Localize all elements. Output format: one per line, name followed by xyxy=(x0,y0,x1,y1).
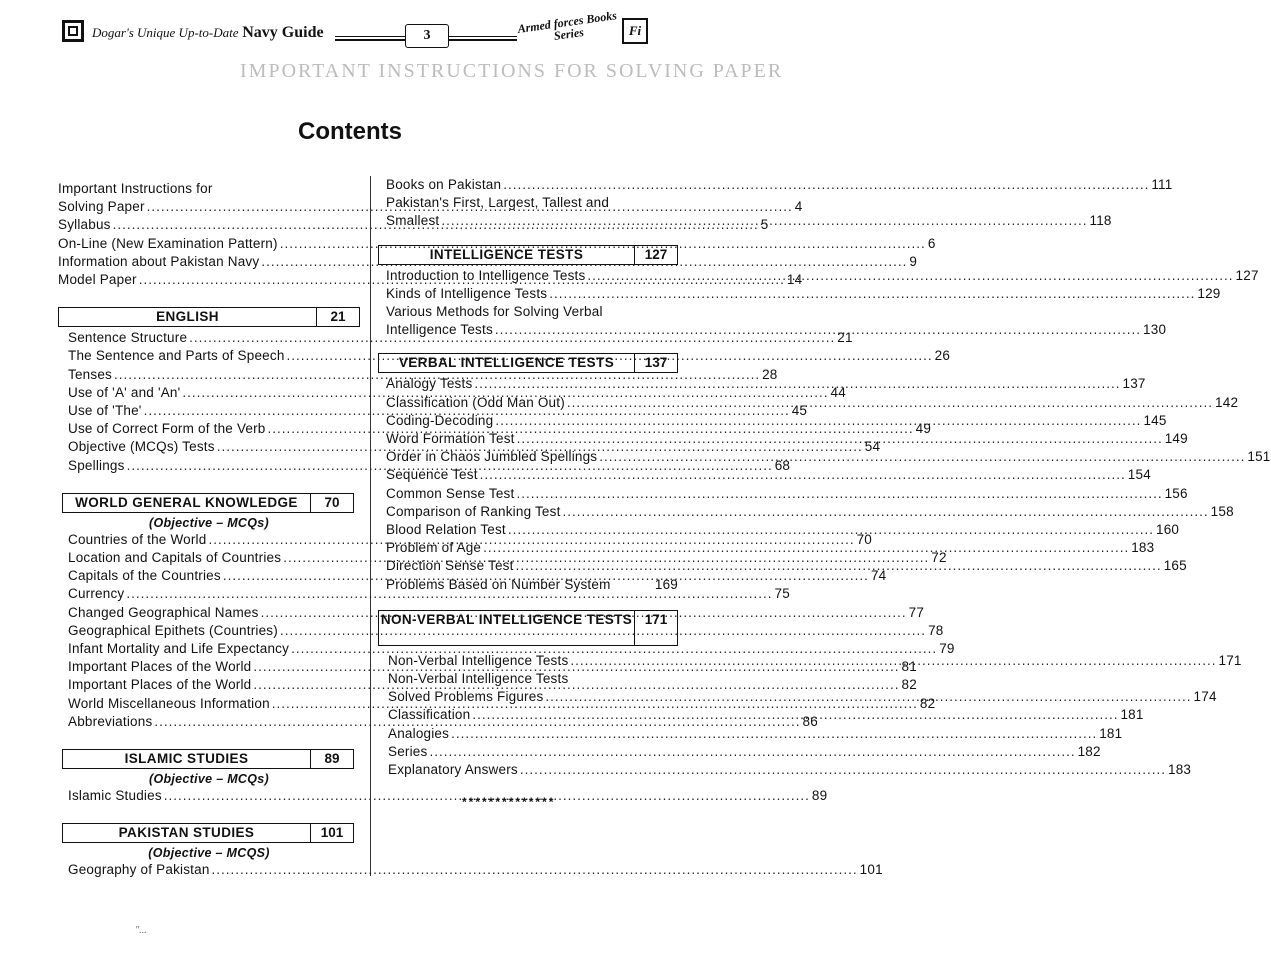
toc-entry-line: Pakistan's First, Largest, Tallest and xyxy=(386,195,610,211)
section-heading-non-verbal-intelligence: NON-VERBAL INTELLIGENCE TESTS 171 xyxy=(378,610,678,646)
toc-entry: Currency ..... 75 xyxy=(58,585,360,603)
toc-entry: Spellings ..... 68 xyxy=(58,457,360,475)
page-title: Contents xyxy=(298,118,402,145)
toc-entry: Explanatory Answers ..... 183 xyxy=(378,761,678,779)
toc-entry: Capitals of the Countries ..... 74 xyxy=(58,567,360,585)
toc-entry: Geographical Epithets (Countries) ..... 78 xyxy=(58,622,360,640)
toc-entry-line: Non-Verbal Intelligence Tests xyxy=(388,671,569,687)
toc-entry: Geography of Pakistan ..... 101 xyxy=(58,861,360,879)
header-title xyxy=(92,24,324,42)
toc-entry: Analogy Tests ..... 137 xyxy=(378,375,678,393)
toc-entry: Use of 'The' ..... 45 xyxy=(58,402,360,420)
toc-entry: Use of Correct Form of the Verb ..... 49 xyxy=(58,420,360,438)
toc-entry: Solved Problems Figures ..... 174 xyxy=(378,688,678,706)
section-heading-english: ENGLISH 21 xyxy=(58,307,360,327)
toc-entry: Classification ..... 181 xyxy=(378,706,678,724)
toc-entry: Islamic Studies ..... 89 xyxy=(58,787,360,805)
toc-entry: Blood Relation Test ..... 160 xyxy=(378,521,678,539)
toc-entry: Problem of Age ..... 183 xyxy=(378,539,678,557)
toc-entry: Sequence Test ..... 154 xyxy=(378,466,678,484)
toc-entry: Important Places of the World ..... 81 xyxy=(58,658,360,676)
toc-entry: Books on Pakistan ..... 111 xyxy=(378,176,678,194)
foot-mark: "... xyxy=(135,925,147,936)
toc-entry: On-Line (New Examination Pattern) ..... 6 xyxy=(58,235,360,253)
toc-entry: Location and Capitals of Countries ..... 72 xyxy=(58,549,360,567)
section-subtitle: (Objective – MCQs) xyxy=(148,772,269,787)
header-rule-left xyxy=(335,36,405,41)
toc-entry: Analogies ..... 181 xyxy=(378,725,678,743)
toc-entry: Direction Sense Test ..... 165 xyxy=(378,557,678,575)
toc-entry: Solving Paper ..... 4 xyxy=(58,198,360,216)
book-logo-icon xyxy=(62,20,84,42)
header-title-bold: Navy Guide xyxy=(242,24,324,41)
toc-entry: Information about Pakistan Navy ..... 9 xyxy=(58,253,360,271)
toc-entry: Changed Geographical Names ..... 77 xyxy=(58,604,360,622)
toc-entry: Model Paper ..... 14 xyxy=(58,271,360,289)
toc-entry: Countries of the World ..... 70 xyxy=(58,531,360,549)
section-heading-pakistan-studies: PAKISTAN STUDIES 101 xyxy=(62,823,354,843)
section-heading-general-knowledge: WORLD GENERAL KNOWLEDGE 70 xyxy=(62,493,354,513)
toc-entry-line: Various Methods for Solving Verbal xyxy=(386,304,603,320)
bleed-through-text: IMPORTANT INSTRUCTIONS FOR SOLVING PAPER xyxy=(240,60,784,82)
toc-entry: Problems Based on Number System 169 xyxy=(386,576,678,592)
toc-entry: Intelligence Tests ..... 130 xyxy=(378,321,678,339)
toc-entry: Infant Mortality and Life Expectancy ..... 79 xyxy=(58,640,360,658)
header-title-italic: Dogar's Unique Up-to-Date xyxy=(92,25,239,40)
toc-entry: Important Places of the World ..... 82 xyxy=(58,676,360,694)
toc-entry-line: Important Instructions for xyxy=(58,181,213,196)
toc-entry: Smallest ..... 118 xyxy=(378,212,678,230)
section-subtitle: (Objective – MCQs) xyxy=(148,515,269,530)
toc-entry: Coding-Decoding ..... 145 xyxy=(378,412,678,430)
toc-entry: Abbreviations ..... 86 xyxy=(58,713,360,731)
running-header xyxy=(0,8,700,52)
section-heading-intelligence-tests: INTELLIGENCE TESTS 127 xyxy=(378,245,678,265)
toc-entry: Sentence Structure ..... 21 xyxy=(58,329,360,347)
toc-entry: Word Formation Test ..... 149 xyxy=(378,430,678,448)
toc-entry: Comparison of Ranking Test ..... 158 xyxy=(378,503,678,521)
toc-entry: Classification (Odd Man Out) ..... 142 xyxy=(378,394,678,412)
page-number: 3 xyxy=(405,24,449,48)
toc-entry: The Sentence and Parts of Speech ..... 26 xyxy=(58,347,360,365)
series-label: Armed forces Books Series xyxy=(516,8,618,43)
toc-entry: Syllabus ..... 5 xyxy=(58,216,360,234)
toc-entry: Tenses ..... 28 xyxy=(58,366,360,384)
toc-entry: Series ..... 182 xyxy=(378,743,678,761)
section-subtitle: (Objective – MCQS) xyxy=(148,846,270,861)
toc-entry: Use of 'A' and 'An' ..... 44 xyxy=(58,384,360,402)
section-heading-verbal-intelligence: VERBAL INTELLIGENCE TESTS 137 xyxy=(378,353,678,373)
toc-entry: Objective (MCQs) Tests ..... 54 xyxy=(58,438,360,456)
header-rule-right xyxy=(449,36,517,41)
toc-entry: Common Sense Test ..... 156 xyxy=(378,485,678,503)
toc-entry: Kinds of Intelligence Tests ..... 129 xyxy=(378,285,678,303)
toc-entry: World Miscellaneous Information ..... 82 xyxy=(58,695,360,713)
toc-entry: Order in Chaos Jumbled Spellings ..... 151 xyxy=(378,448,678,466)
section-heading-islamic-studies: ISLAMIC STUDIES 89 xyxy=(62,749,354,769)
end-stars: ************** xyxy=(462,795,556,809)
publisher-logo-icon: Fi xyxy=(622,18,648,44)
toc-entry: Introduction to Intelligence Tests ..... 127 xyxy=(378,267,678,285)
toc-entry: Non-Verbal Intelligence Tests ..... 171 xyxy=(378,652,678,670)
